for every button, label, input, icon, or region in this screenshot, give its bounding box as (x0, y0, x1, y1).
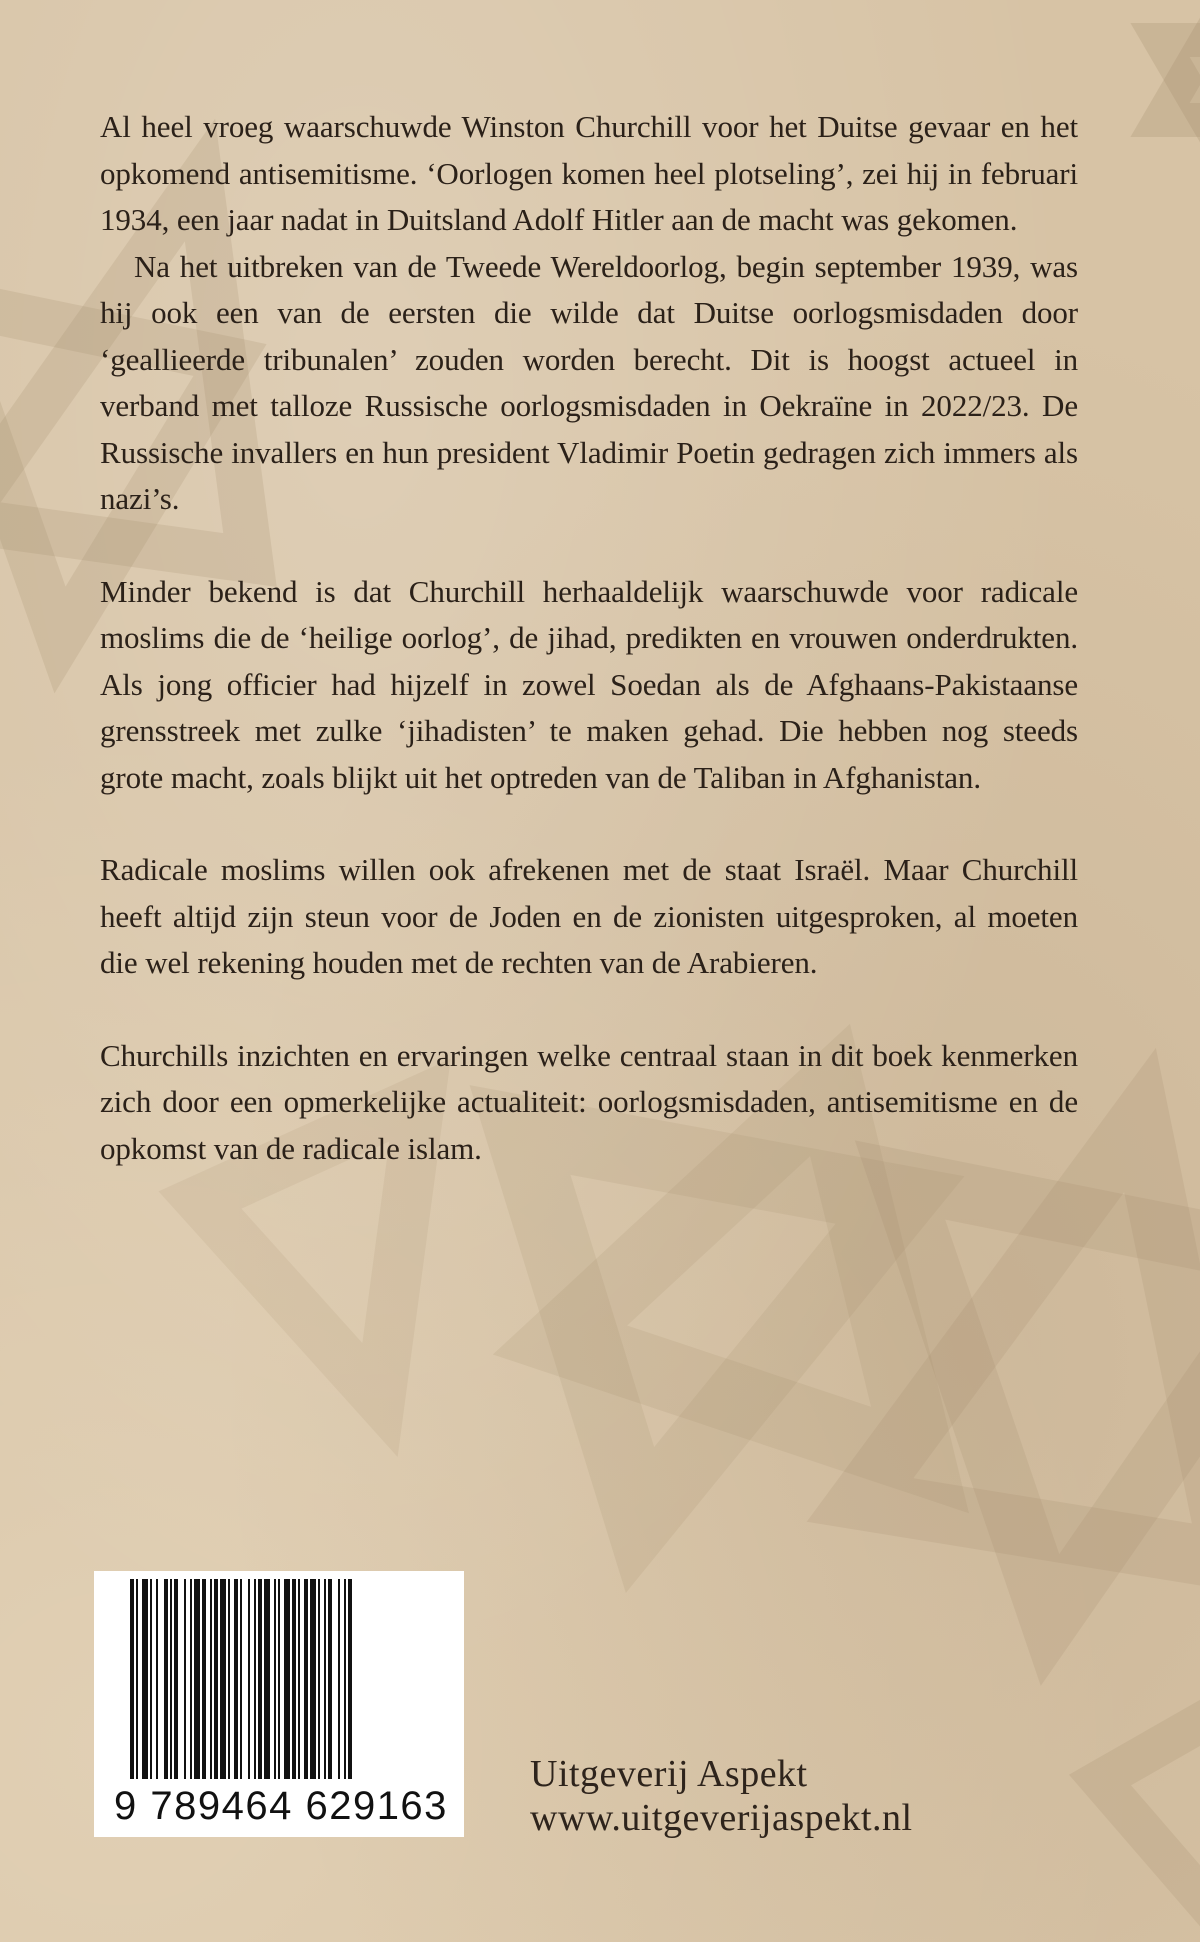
barcode-bar (130, 1579, 134, 1779)
barcode-bar (234, 1579, 238, 1779)
barcode-bar (142, 1579, 148, 1779)
barcode-bar (298, 1579, 300, 1779)
barcode-bar (310, 1579, 316, 1779)
barcode-bar (248, 1579, 250, 1779)
publisher-info (530, 1752, 913, 1840)
barcode-bar (164, 1579, 168, 1779)
barcode-bar (278, 1579, 280, 1779)
barcode-bar (240, 1579, 242, 1779)
barcode-bar (214, 1579, 218, 1779)
barcode-bar (328, 1579, 332, 1779)
barcode-bar (170, 1579, 172, 1779)
barcode-bar (194, 1579, 200, 1779)
barcode (94, 1571, 464, 1837)
publisher-url: www.uitgeverijaspekt.nl (530, 1797, 913, 1839)
barcode-bar (254, 1579, 256, 1779)
barcode-bar (202, 1579, 206, 1779)
barcode-bar (318, 1579, 320, 1779)
barcode-bars (130, 1579, 430, 1779)
barcode-bar (156, 1579, 158, 1779)
barcode-bar (292, 1579, 296, 1779)
barcode-bar (150, 1579, 152, 1779)
barcode-bar (324, 1579, 326, 1779)
blurb-text (100, 104, 1078, 1172)
barcode-bar (174, 1579, 178, 1779)
blurb-paragraph: Churchills inzichten en ervaringen welke centraal staan in dit boek kenmerken zich door een opmerkelijke actualiteit: oorlogsmisdaden, antisemitisme en de opkomst van de radicale islam. (100, 1037, 1078, 1166)
barcode-bar (184, 1579, 186, 1779)
barcode-bar (348, 1579, 352, 1779)
blurb-paragraph: Radicale moslims willen ook afrekenen met de staat Israël. Maar Churchill heeft altijd zijn steun voor de Joden en de zionisten uitgesproken, al moeten die wel rekening houden met de rechten van de Arabieren. (100, 852, 1078, 980)
barcode-bar (284, 1579, 290, 1779)
barcode-bar (228, 1579, 230, 1779)
barcode-bar (264, 1579, 270, 1779)
barcode-bar (220, 1579, 226, 1779)
blurb-paragraph: Minder bekend is dat Churchill herhaaldelijk waarschuwde voor radicale moslims die de ‘heilige oorlog’, de jihad, predikten en vrouwen onderdrukten. Als jong officier had hijzelf in zowel Soedan als de Afghaans-Pakistaanse grensstreek met zulke ‘jihadisten’ te maken gehad. Die hebben nog steeds grote macht, zoals blijkt uit het optreden van de Taliban in Afghanistan. (100, 573, 1078, 795)
barcode-bar (338, 1579, 340, 1779)
barcode-bar (344, 1579, 346, 1779)
barcode-bar (210, 1579, 212, 1779)
blurb-paragraph: Na het uitbreken van de Tweede Wereldoorlog, begin september 1939, was hij ook een van de eersten die wilde dat Duitse oorlogsmisdaden door ‘geallieerde tribunalen’ zouden worden berecht. Dit is hoogst actueel in verband met talloze Russische oorlogsmisdaden in Oekraïne in 2022/23. De Russische invallers en hun president Vladimir Poetin gedragen zich immers als nazi’s. (100, 248, 1078, 516)
barcode-bar (190, 1579, 192, 1779)
barcode-bar (258, 1579, 262, 1779)
barcode-bar (274, 1579, 276, 1779)
blurb-paragraph: Al heel vroeg waarschuwde Winston Churchill voor het Duitse gevaar en het opkomend antisemitisme. ‘Oorlogen komen heel plotseling’, zei hij in februari 1934, een jaar nadat in Duitsland Adolf Hitler aan de macht was gekomen. (100, 109, 1078, 237)
barcode-bar (136, 1579, 138, 1779)
barcode-bar (304, 1579, 308, 1779)
publisher-name: Uitgeverij Aspekt (530, 1753, 808, 1795)
isbn-digits: 9 789464 629163 (114, 1784, 448, 1828)
